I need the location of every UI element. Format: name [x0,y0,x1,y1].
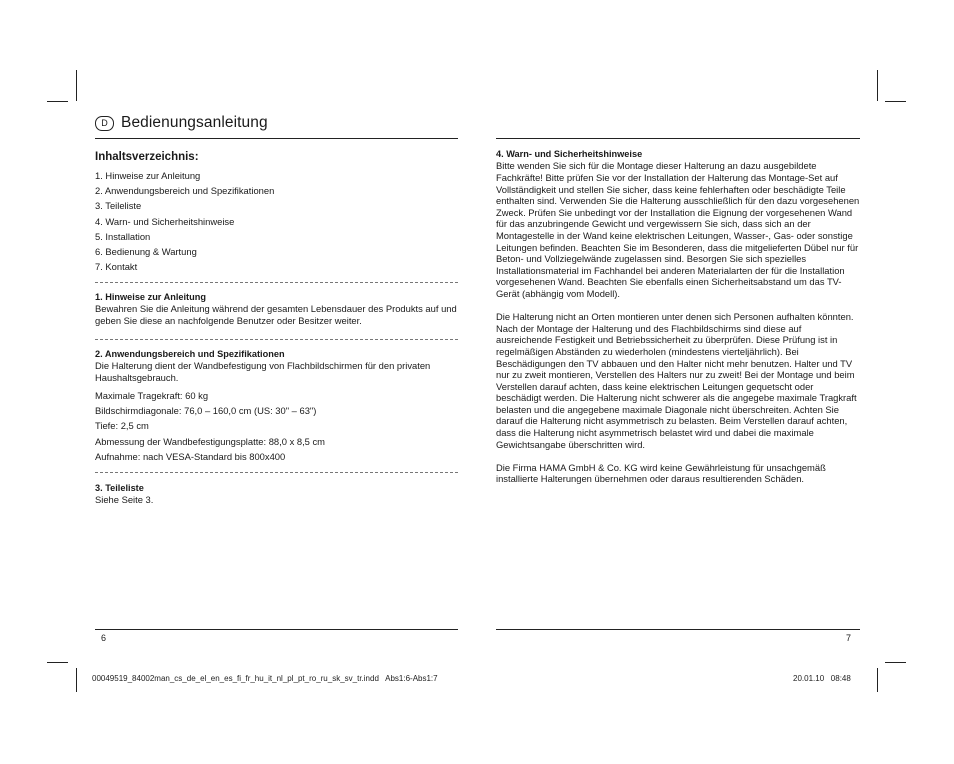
crop-mark-bottom-right-vertical [877,668,878,692]
spec-line: Bildschirmdiagonale: 76,0 – 160,0 cm (US: 30" – 63") [95,405,317,416]
right-footer-rule [496,629,860,630]
right-header-rule [496,138,860,139]
page-number-right: 7 [846,633,852,643]
section-2 [95,349,457,465]
toc-item: 7. Kontakt [95,261,138,273]
section-text: Siehe Seite 3. [95,494,154,506]
crop-mark-top-left-vertical [76,70,77,101]
crop-mark-top-right-horizontal [885,101,906,102]
spec-line: Maximale Tragekraft: 60 kg [95,389,209,401]
crop-mark-bottom-left-horizontal [47,662,68,663]
toc-item: 3. Teileliste [95,200,142,212]
toc-heading: Inhaltsverzeichnis: [95,151,199,163]
language-badge: D [95,116,114,131]
section-paragraph: Bitte wenden Sie sich für die Montage dieser Halterung an dazu ausgebildete Fachkräfte! Bitte prüfen Sie vor der Installation der Halterung das Montage-Set auf Vollständigkeit und stellen Sie sicher, dass keine fehlerhaften oder beschädigte Teile enthalten sind. Verwenden Sie die Halterung ausschließlich für den dazu vorgesehenen Zweck. Prüfen Sie unbedingt vor der Installation die Eignung der vorgesehenen Wand für das anzubringende Gewicht und vergewissern Sie sich, dass sich an der Montagestelle in der Wand keine elektrischen Leitungen, Wasser-, Gas- oder sonstige Leitungen befinden. Beachten Sie im Besonderen, dass die mitgelieferten Dübel nur für Beton- und Vollziegelwände zugelassen sind. Besorgen Sie sich spezielles Installationsmaterial im Fachhandel bei anderen Materialarten der für die Installation vorgesehenen Wand. Beachten Sie ebenfalls einen Sicherheitsabstand um das TV-Gerät (abhängig vom Modell). [496,160,860,299]
section-paragraph: Die Halterung nicht an Orten montieren unter denen sich Personen aufhalten könnten. Nach der Montage der Halterung und des Flachbildschirms sind diese auf ausreichende Festigkeit und Betriebssicherheit zu überprüfen. Diese Prüfung ist in regelmäßigen Abständen zu wiederholen (mindestens vierteljährlich). Bei Beschädigungen den TV abbauen und den Halter nicht mehr benutzen. Halter und TV nur zu zweit montieren, Verstellen des Halters nur zu zweit! Bei der Montage und beim Verstellen darauf achten, dass keine elektrischen Leitungen gequetscht oder beschädigt werden. Die Halterung nicht schwerer als die angegebe maximale Tragkraft belasten und die angegebene maximale Diagonale nicht überschreiten. Achten Sie darauf die Halterung nicht asymmetrisch zu belasten. Beim Verstellen darauf achten, dass die Halterung nicht asymmetrisch belastet wird und dabei die maximale Gewichtsangabe überschritten wird. [496,311,857,450]
spec-line: Aufnahme: nach VESA-Standard bis 800x400 [95,451,286,463]
section-divider [95,339,458,340]
page-title: Bedienungsanleitung [121,114,268,131]
crop-mark-top-left-horizontal [47,101,68,102]
crop-mark-bottom-left-vertical [76,668,77,692]
section-4 [496,149,860,485]
section-divider [95,282,458,283]
spec-line: Tiefe: 2,5 cm [95,420,149,432]
section-3 [95,483,457,506]
left-footer-rule [95,629,458,630]
section-title: 4. Warn- und Sicherheitshinweise [496,149,643,159]
section-1 [95,292,457,327]
print-slug-filename: 00049519_84002man_cs_de_el_en_es_fi_fr_hu_it_nl_pl_pt_ro_ru_sk_sv_tr.indd Abs1:6-Abs1:7 [92,674,438,683]
section-title: 1. Hinweise zur Anleitung [95,292,206,302]
section-paragraph: Die Firma HAMA GmbH & Co. KG wird keine Gewährleistung für unsachgemäß installierte Halterungen übernehmen oder daraus resultierenden Schäden. [496,461,826,485]
section-text: Bewahren Sie die Anleitung während der gesamten Lebensdauer des Produkts auf und geben Sie diese an nachfolgende Benutzer oder Besitzer weiter. [95,303,457,326]
section-divider [95,472,458,473]
crop-mark-bottom-right-horizontal [885,662,906,663]
spec-line: Abmessung der Wandbefestigungsplatte: 88,0 x 8,5 cm [95,435,325,447]
section-text: Die Halterung dient der Wandbefestigung von Flachbildschirmen für den privaten Haushaltsgebrauch. [95,360,431,383]
toc-item: 4. Warn- und Sicherheitshinweise [95,215,235,227]
toc-item: 2. Anwendungsbereich und Spezifikationen [95,185,275,197]
toc-item: 5. Installation [95,230,151,242]
section-title: 3. Teileliste [95,483,144,493]
section-title: 2. Anwendungsbereich und Spezifikationen [95,349,285,359]
toc-item: 6. Bedienung & Wartung [95,246,197,258]
crop-mark-top-right-vertical [877,70,878,101]
page-number-left: 6 [101,633,107,643]
toc-item: 1. Hinweise zur Anleitung [95,170,201,181]
page-header [95,114,268,132]
print-slug-timestamp: 20.01.10 08:48 [793,674,851,683]
left-header-rule [95,138,458,139]
table-of-contents [95,150,457,274]
